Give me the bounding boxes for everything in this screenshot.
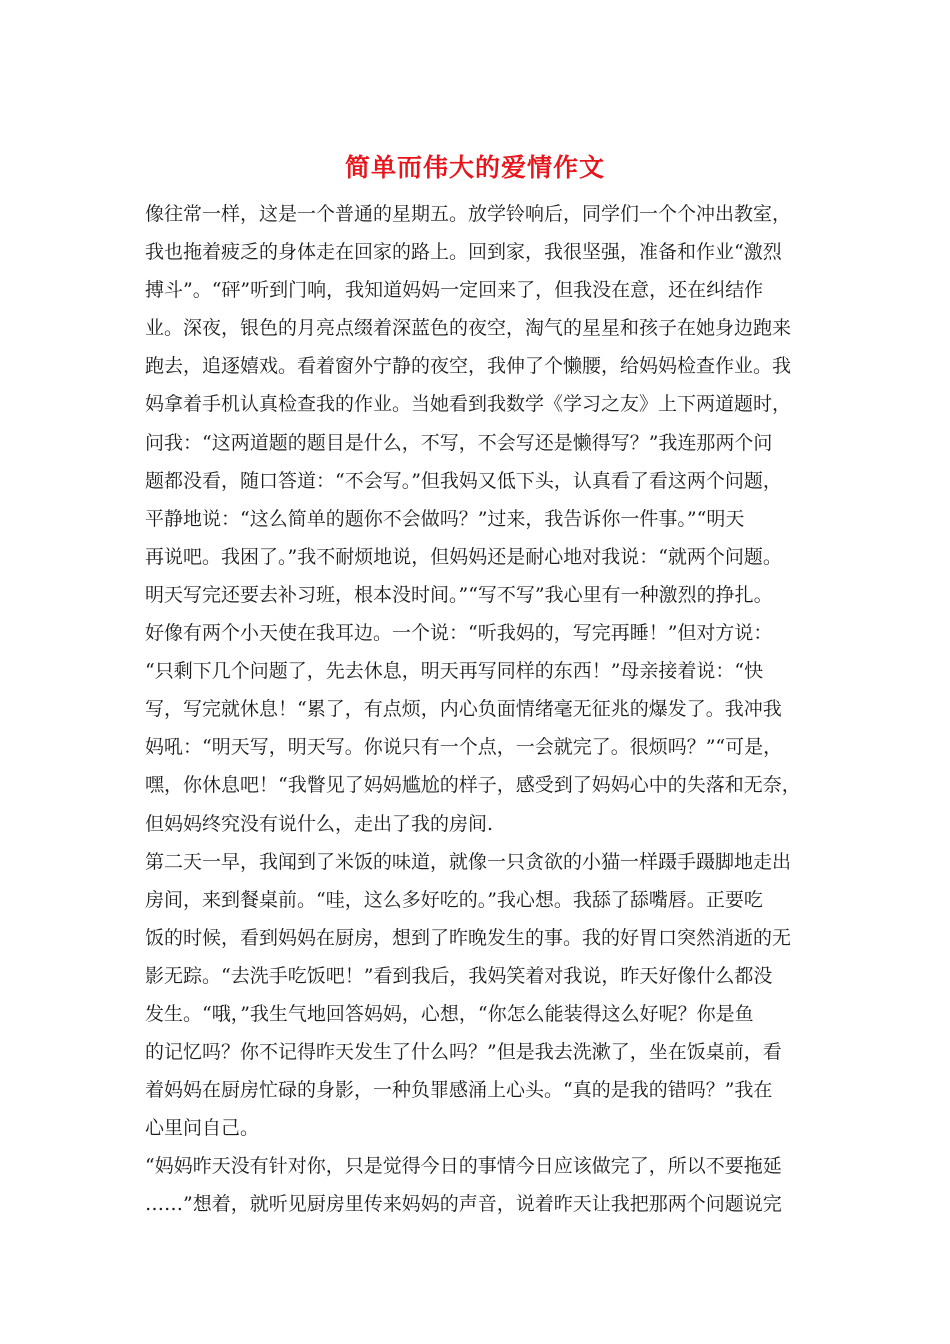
text-line: 第二天一早，我闻到了米饭的味道，就像一只贪欲的小猫一样蹑手蹑脚地走出	[145, 850, 792, 873]
text-line: 明天写完还要去补习班，根本没时间。”“写不写”我心里有一种激烈的挣扎。	[145, 583, 773, 606]
text-line: 业。深夜，银色的月亮点缀着深蓝色的夜空，淘气的星星和孩子在她身边跑来	[145, 317, 792, 340]
text-line: “妈妈昨天没有针对你，只是觉得今日的事情今日应该做完了，所以不要拖延	[145, 1155, 782, 1178]
text-line: 平静地说：“这么简单的题你不会做吗？”过来，我告诉你一件事。”“明天	[145, 507, 745, 530]
text-line: 房间，来到餐桌前。“哇，这么多好吃的。”我心想。我舔了舔嘴唇。正要吃	[145, 888, 763, 911]
text-line: 像往常一样，这是一个普通的星期五。放学铃响后，同学们一个个冲出教室，	[145, 203, 792, 225]
text-line: 好像有两个小天使在我耳边。一个说：“听我妈的，写完再睡！”但对方说：	[145, 622, 773, 645]
text-line: ……”想着，就听见厨房里传来妈妈的声音，说着昨天让我把那两个问题说完	[145, 1193, 782, 1216]
text-line: 嘿，你休息吧！“我瞥见了妈妈尴尬的样子，感受到了妈妈心中的失落和无奈，	[145, 774, 801, 797]
text-line: 发生。“哦，”我生气地回答妈妈，心想，“你怎么能装得这么好呢？你是鱼	[145, 1002, 754, 1025]
text-line: 再说吧。我困了。”我不耐烦地说，但妈妈还是耐心地对我说：“就两个问题。	[145, 545, 782, 568]
text-line: 妈吼：“明天写，明天写。你说只有一个点，一会就完了。很烦吗？”“可是，	[145, 736, 783, 759]
document-title: 简单而伟大的爱情作文	[344, 153, 605, 182]
text-line: 影无踪。“去洗手吃饭吧！”看到我后，我妈笑着对我说，昨天好像什么都没	[145, 964, 773, 987]
text-line: 我也拖着疲乏的身体走在回家的路上。回到家，我很坚强，准备和作业“激烈	[145, 241, 782, 264]
text-line: 饭的时候，看到妈妈在厨房，想到了昨晚发生的事。我的好胃口突然消逝的无	[145, 926, 792, 949]
text-line: 的记忆吗？你不记得昨天发生了什么吗？”但是我去洗漱了，坐在饭桌前，看	[145, 1041, 782, 1064]
text-line: “只剩下几个问题了，先去休息，明天再写同样的东西！”母亲接着说：“快	[145, 660, 764, 683]
document-body	[145, 195, 810, 1224]
text-line: 写，写完就休息！“累了，有点烦，内心负面情绪毫无征兆的爆发了。我冲我	[145, 698, 782, 721]
text-line: 着妈妈在厨房忙碌的身影，一种负罪感涌上心头。“真的是我的错吗？”我在	[145, 1079, 773, 1102]
text-line: 妈拿着手机认真检查我的作业。当她看到我数学《学习之友》上下两道题时，	[145, 393, 792, 416]
text-line: 问我：“这两道题的题目是什么，不写，不会写还是懒得写？”我连那两个问	[145, 431, 773, 454]
text-line: 但妈妈终究没有说什么，走出了我的房间.	[145, 812, 494, 835]
text-line: 心里问自己。	[145, 1117, 260, 1140]
text-line: 跑去，追逐嬉戏。看着窗外宁静的夜空，我伸了个懒腰，给妈妈检查作业。我	[145, 355, 792, 378]
text-line: 搏斗”。“砰”听到门响，我知道妈妈一定回来了，但我没在意，还在纠结作	[145, 279, 764, 302]
text-line: 题都没看，随口答道：“不会写。”但我妈又低下头，认真看了看这两个问题，	[145, 469, 782, 492]
